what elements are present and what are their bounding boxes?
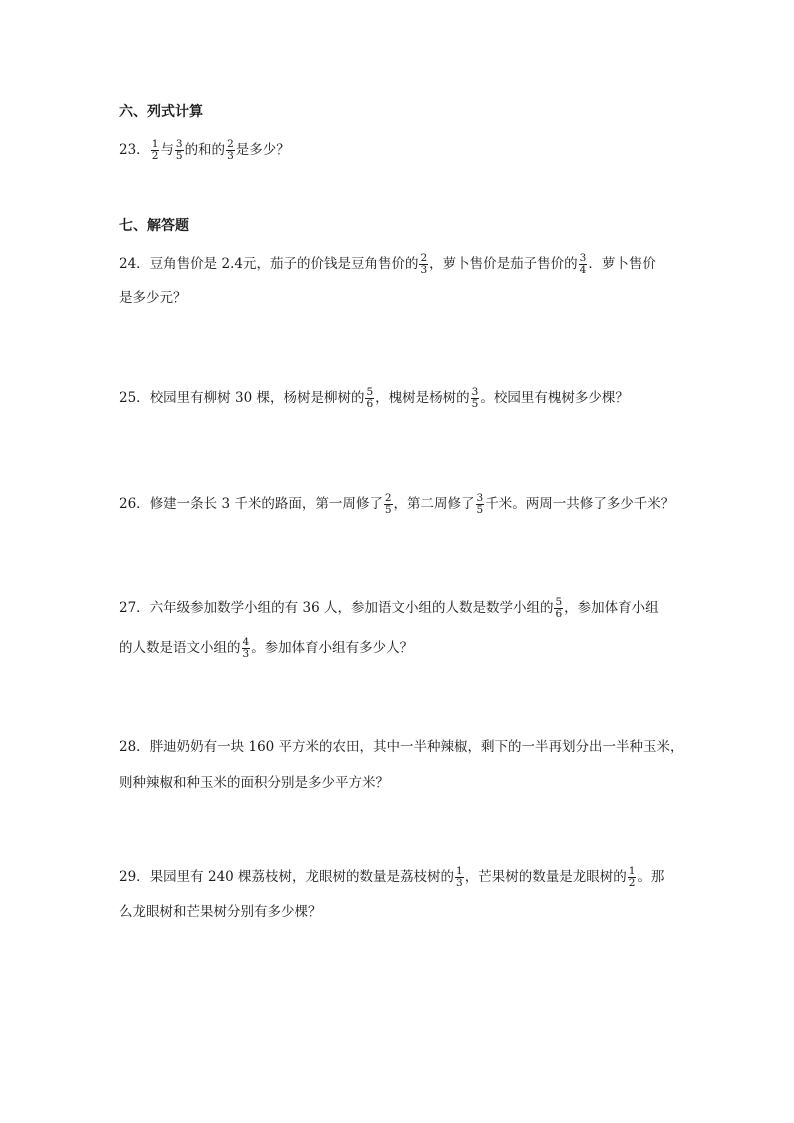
fraction: $\frac{1}{2}$ [628,865,636,889]
question-27-line-2: 的人数是语文小组的 $\frac{4}{3}$ 。参加体育小组有多少人？ [119,636,414,660]
fraction: $\frac{5}{6}$ [366,386,374,410]
question-number: 25． [119,390,150,406]
question-number: 29． [119,869,150,885]
question-24: 24．豆角售价是 2.4元，茄子的价钱是豆角售价的 $\frac{2}{3}$ ，萝卜售价是茄子售价的 $\frac{3}{4}$ ．萝卜售价 [119,252,656,276]
fraction: $\frac{3}{4}$ [579,252,587,276]
fraction: $\frac{2}{5}$ [384,492,392,516]
question-24-line-2: 是多少元？ [119,290,187,306]
question-23: 23． $\frac{1}{2}$ 与 $\frac{3}{5}$ 的和的 $\frac{2}{3}$ 是多少？ [119,138,290,162]
fraction: $\frac{2}{3}$ [227,138,234,162]
fraction: $\frac{1}{2}$ [151,138,159,162]
question-25: 25．校园里有柳树 30 棵，杨树是柳树的 $\frac{5}{6}$ ，槐树是杨树的 $\frac{3}{5}$ 。校园里有槐树多少棵？ [119,386,629,410]
question-29: 29．果园里有 240 棵荔枝树，龙眼树的数量是荔枝树的 $\frac{1}{3}$ ，芒果树的数量是龙眼树的 $\frac{1}{2}$ 。那 [119,865,665,889]
fraction: $\frac{5}{6}$ [555,596,563,620]
question-number: 27． [119,600,150,616]
fraction: $\frac{2}{3}$ [420,252,428,276]
fraction: $\frac{3}{5}$ [175,138,183,162]
question-28-line-2: 则种辣椒和种玉米的面积分别是多少平方米？ [119,775,389,791]
fraction: $\frac{3}{5}$ [476,492,484,516]
fraction: $\frac{3}{5}$ [471,386,479,410]
question-27: 27．六年级参加数学小组的有 36 人，参加语文小组的人数是数学小组的 $\frac{5}{6}$ ，参加体育小组 [119,596,659,620]
section-seven-heading: 七、解答题 [119,218,189,234]
question-26: 26．修建一条长 3 千米的路面，第一周修了 $\frac{2}{5}$ ，第二周修了 $\frac{3}{5}$ 千米。两周一共修了多少千米？ [119,492,675,516]
question-number: 28． [119,739,150,755]
question-number: 24． [119,256,150,272]
question-29-line-2: 么龙眼树和芒果树分别有多少棵？ [119,904,322,920]
question-28: 28．胖迪奶奶有一块 160 平方米的农田，其中一半种辣椒，剩下的一半再划分出一半种玉米， [119,739,684,755]
fraction: $\frac{1}{3}$ [456,865,463,889]
fraction: $\frac{4}{3}$ [242,636,250,660]
question-number: 23． [119,142,150,158]
question-number: 26． [119,496,150,512]
section-six-heading: 六、列式计算 [119,104,203,120]
